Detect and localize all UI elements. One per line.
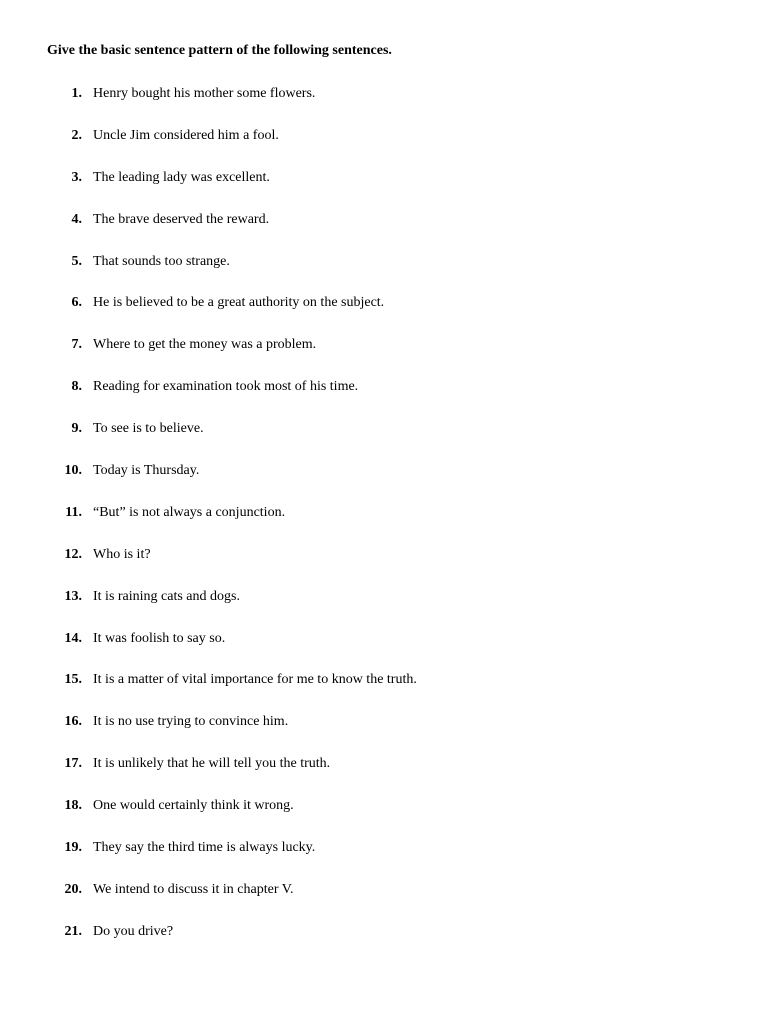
question-text: Reading for examination took most of his time. [93,379,359,395]
question-number: 8. [71,379,82,395]
question-number: 15. [64,672,82,688]
question-item [0,253,768,295]
question-item [0,588,768,630]
question-text: Today is Thursday. [93,463,200,479]
question-text: He is believed to be a great authority on the subject. [93,295,385,311]
question-item [0,85,768,127]
question-item [0,420,768,462]
question-item [0,211,768,253]
question-item [0,378,768,420]
question-item [0,630,768,672]
question-number: 1. [71,86,82,101]
question-item [0,127,768,169]
question-number: 10. [64,463,82,479]
question-text: Who is it? [93,546,151,562]
question-text: It is a matter of vital importance for me to know the truth. [93,672,417,688]
question-item [0,462,768,504]
question-number: 7. [71,337,82,353]
question-number: 5. [71,253,82,269]
question-text: That sounds too strange. [93,253,230,269]
question-text: They say the third time is always lucky. [93,840,316,856]
question-item [0,169,768,211]
question-number: 11. [65,504,82,520]
question-item [0,923,768,965]
question-number: 6. [71,295,82,311]
question-number: 4. [71,211,82,227]
question-text: Do you drive? [93,923,174,939]
question-item [0,671,768,713]
question-number: 13. [64,588,82,604]
question-text: To see is to believe. [93,421,204,437]
question-number: 3. [71,169,82,185]
question-text: Where to get the money was a problem. [93,337,317,353]
question-text: The leading lady was excellent. [93,169,270,185]
question-number: 12. [64,546,82,562]
question-list [0,85,768,965]
question-number: 17. [64,756,82,772]
question-item [0,713,768,755]
question-item [0,504,768,546]
question-item [0,336,768,378]
question-item [0,881,768,923]
question-text: It was foolish to say so. [93,630,226,646]
question-number: 18. [64,798,82,814]
question-item [0,839,768,881]
question-text: It is unlikely that he will tell you the truth. [93,756,331,772]
question-number: 14. [64,630,82,646]
question-number: 2. [71,127,82,143]
question-text: We intend to discuss it in chapter V. [93,881,294,897]
instructions-heading: Give the basic sentence pattern of the following sentences. [47,43,392,58]
question-number: 21. [64,923,82,939]
question-number: 19. [64,840,82,856]
question-text: It is no use trying to convince him. [93,714,289,730]
question-item [0,546,768,588]
question-item [0,294,768,336]
question-text: Uncle Jim considered him a fool. [93,127,279,143]
question-number: 20. [64,881,82,897]
question-text: Henry bought his mother some flowers. [93,86,316,101]
question-text: The brave deserved the reward. [93,211,270,227]
question-text: “But” is not always a conjunction. [93,504,286,520]
question-item [0,755,768,797]
question-item [0,797,768,839]
question-text: It is raining cats and dogs. [93,588,240,604]
question-number: 9. [71,421,82,437]
question-text: One would certainly think it wrong. [93,798,294,814]
question-number: 16. [64,714,82,730]
